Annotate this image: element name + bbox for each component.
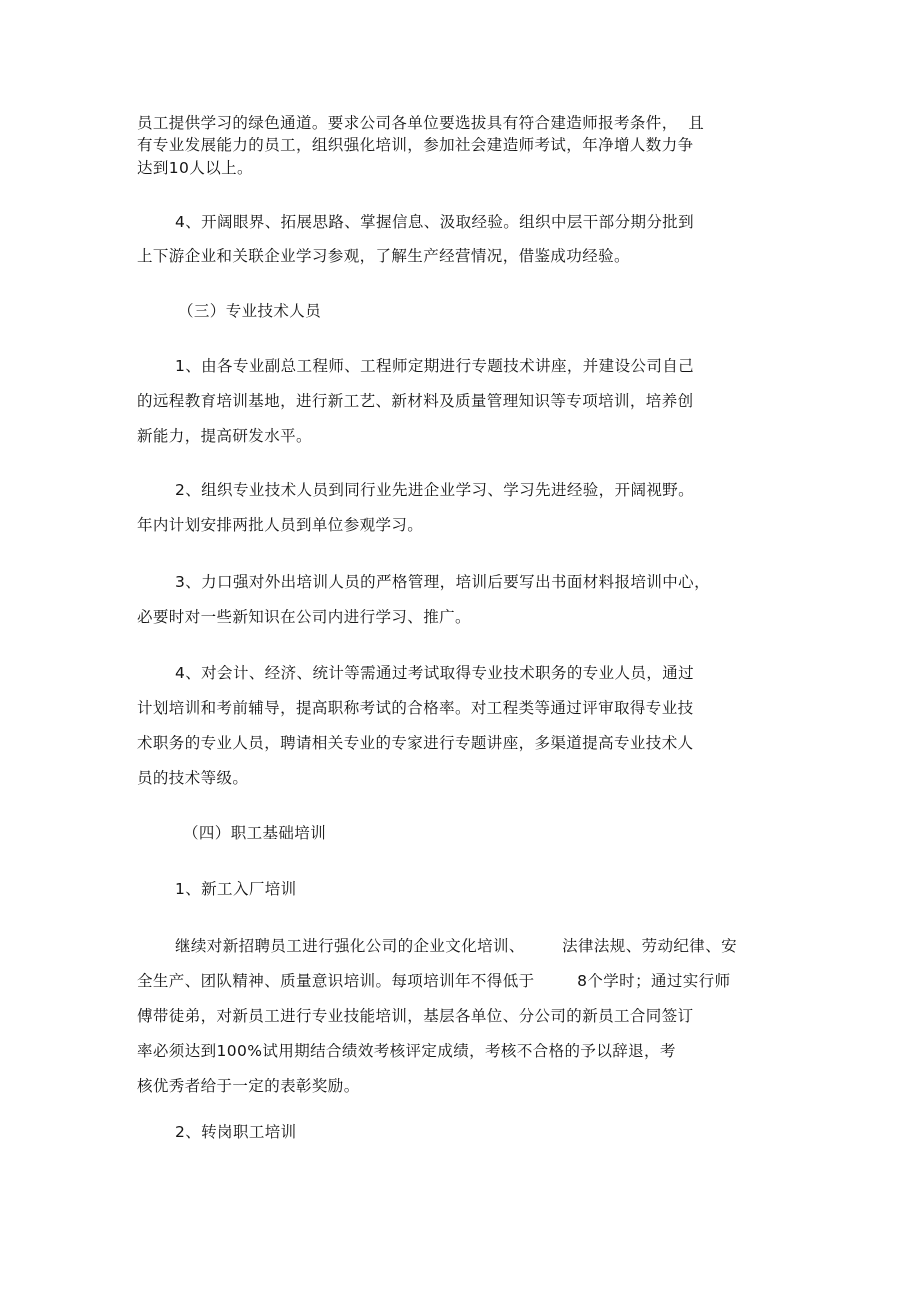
text-line: 达到10人以上。 — [137, 159, 253, 177]
text-line: 4、开阔眼界、拓展思路、掌握信息、汲取经验。组织中层干部分期分批到 — [175, 213, 695, 231]
text-line: 傅带徒弟，对新员工进行专业技能培训，基层各单位、分公司的新员工合同签订 — [137, 1007, 694, 1025]
text-line: 有专业发展能力的员工，组织强化培训，参加社会建造师考试，年净增人数力争 — [137, 136, 694, 154]
text-line: 上下游企业和关联企业学习参观，了解生产经营情况，借鉴成功经验。 — [137, 247, 630, 265]
text-line: 新能力，提高研发水平。 — [137, 427, 312, 445]
section-heading: （三）专业技术人员 — [178, 302, 322, 320]
text-line: 3、力口强对外出培训人员的严格管理，培训后要写出书面材料报培训中心， — [175, 573, 710, 591]
text-line: 术职务的专业人员，聘请相关专业的专家进行专题讲座，多渠道提高专业技术人 — [137, 734, 694, 752]
text-line: 继续对新招聘员工进行强化公司的企业文化培训、 法律法规、劳动纪律、安 — [175, 937, 737, 955]
text-line: 核优秀者给于一定的表彰奖励。 — [137, 1077, 360, 1095]
text-line: 1、由各专业副总工程师、工程师定期进行专题技术讲座，并建设公司自己 — [175, 357, 695, 375]
text-line: 必要时对一些新知识在公司内进行学习、推广。 — [137, 608, 471, 626]
text-line: 员的技术等级。 — [137, 769, 249, 787]
text-line: 年内计划安排两批人员到单位参观学习。 — [137, 516, 424, 534]
text-line: 计划培训和考前辅导，提高职称考试的合格率。对工程类等通过评审取得专业技 — [137, 699, 694, 717]
text-line: 员工提供学习的绿色通道。要求公司各单位要选拔具有符合建造师报考条件， 且 — [137, 114, 705, 132]
subsection-heading: 1、新工入厂培训 — [175, 880, 297, 898]
text-line: 2、组织专业技术人员到同行业先进企业学习、学习先进经验，开阔视野。 — [175, 481, 695, 499]
text-line: 率必须达到100%试用期结合绩效考核评定成绩，考核不合格的予以辞退，考 — [137, 1042, 676, 1060]
text-line: 的远程教育培训基地，进行新工艺、新材料及质量管理知识等专项培训，培养创 — [137, 392, 694, 410]
text-line: 全生产、团队精神、质量意识培训。每项培训年不得低于 8个学时；通过实行师 — [137, 972, 731, 990]
subsection-heading: 2、转岗职工培训 — [175, 1123, 297, 1141]
section-heading: （四）职工基础培训 — [183, 824, 327, 842]
text-line: 4、对会计、经济、统计等需通过考试取得专业技术职务的专业人员，通过 — [175, 664, 695, 682]
